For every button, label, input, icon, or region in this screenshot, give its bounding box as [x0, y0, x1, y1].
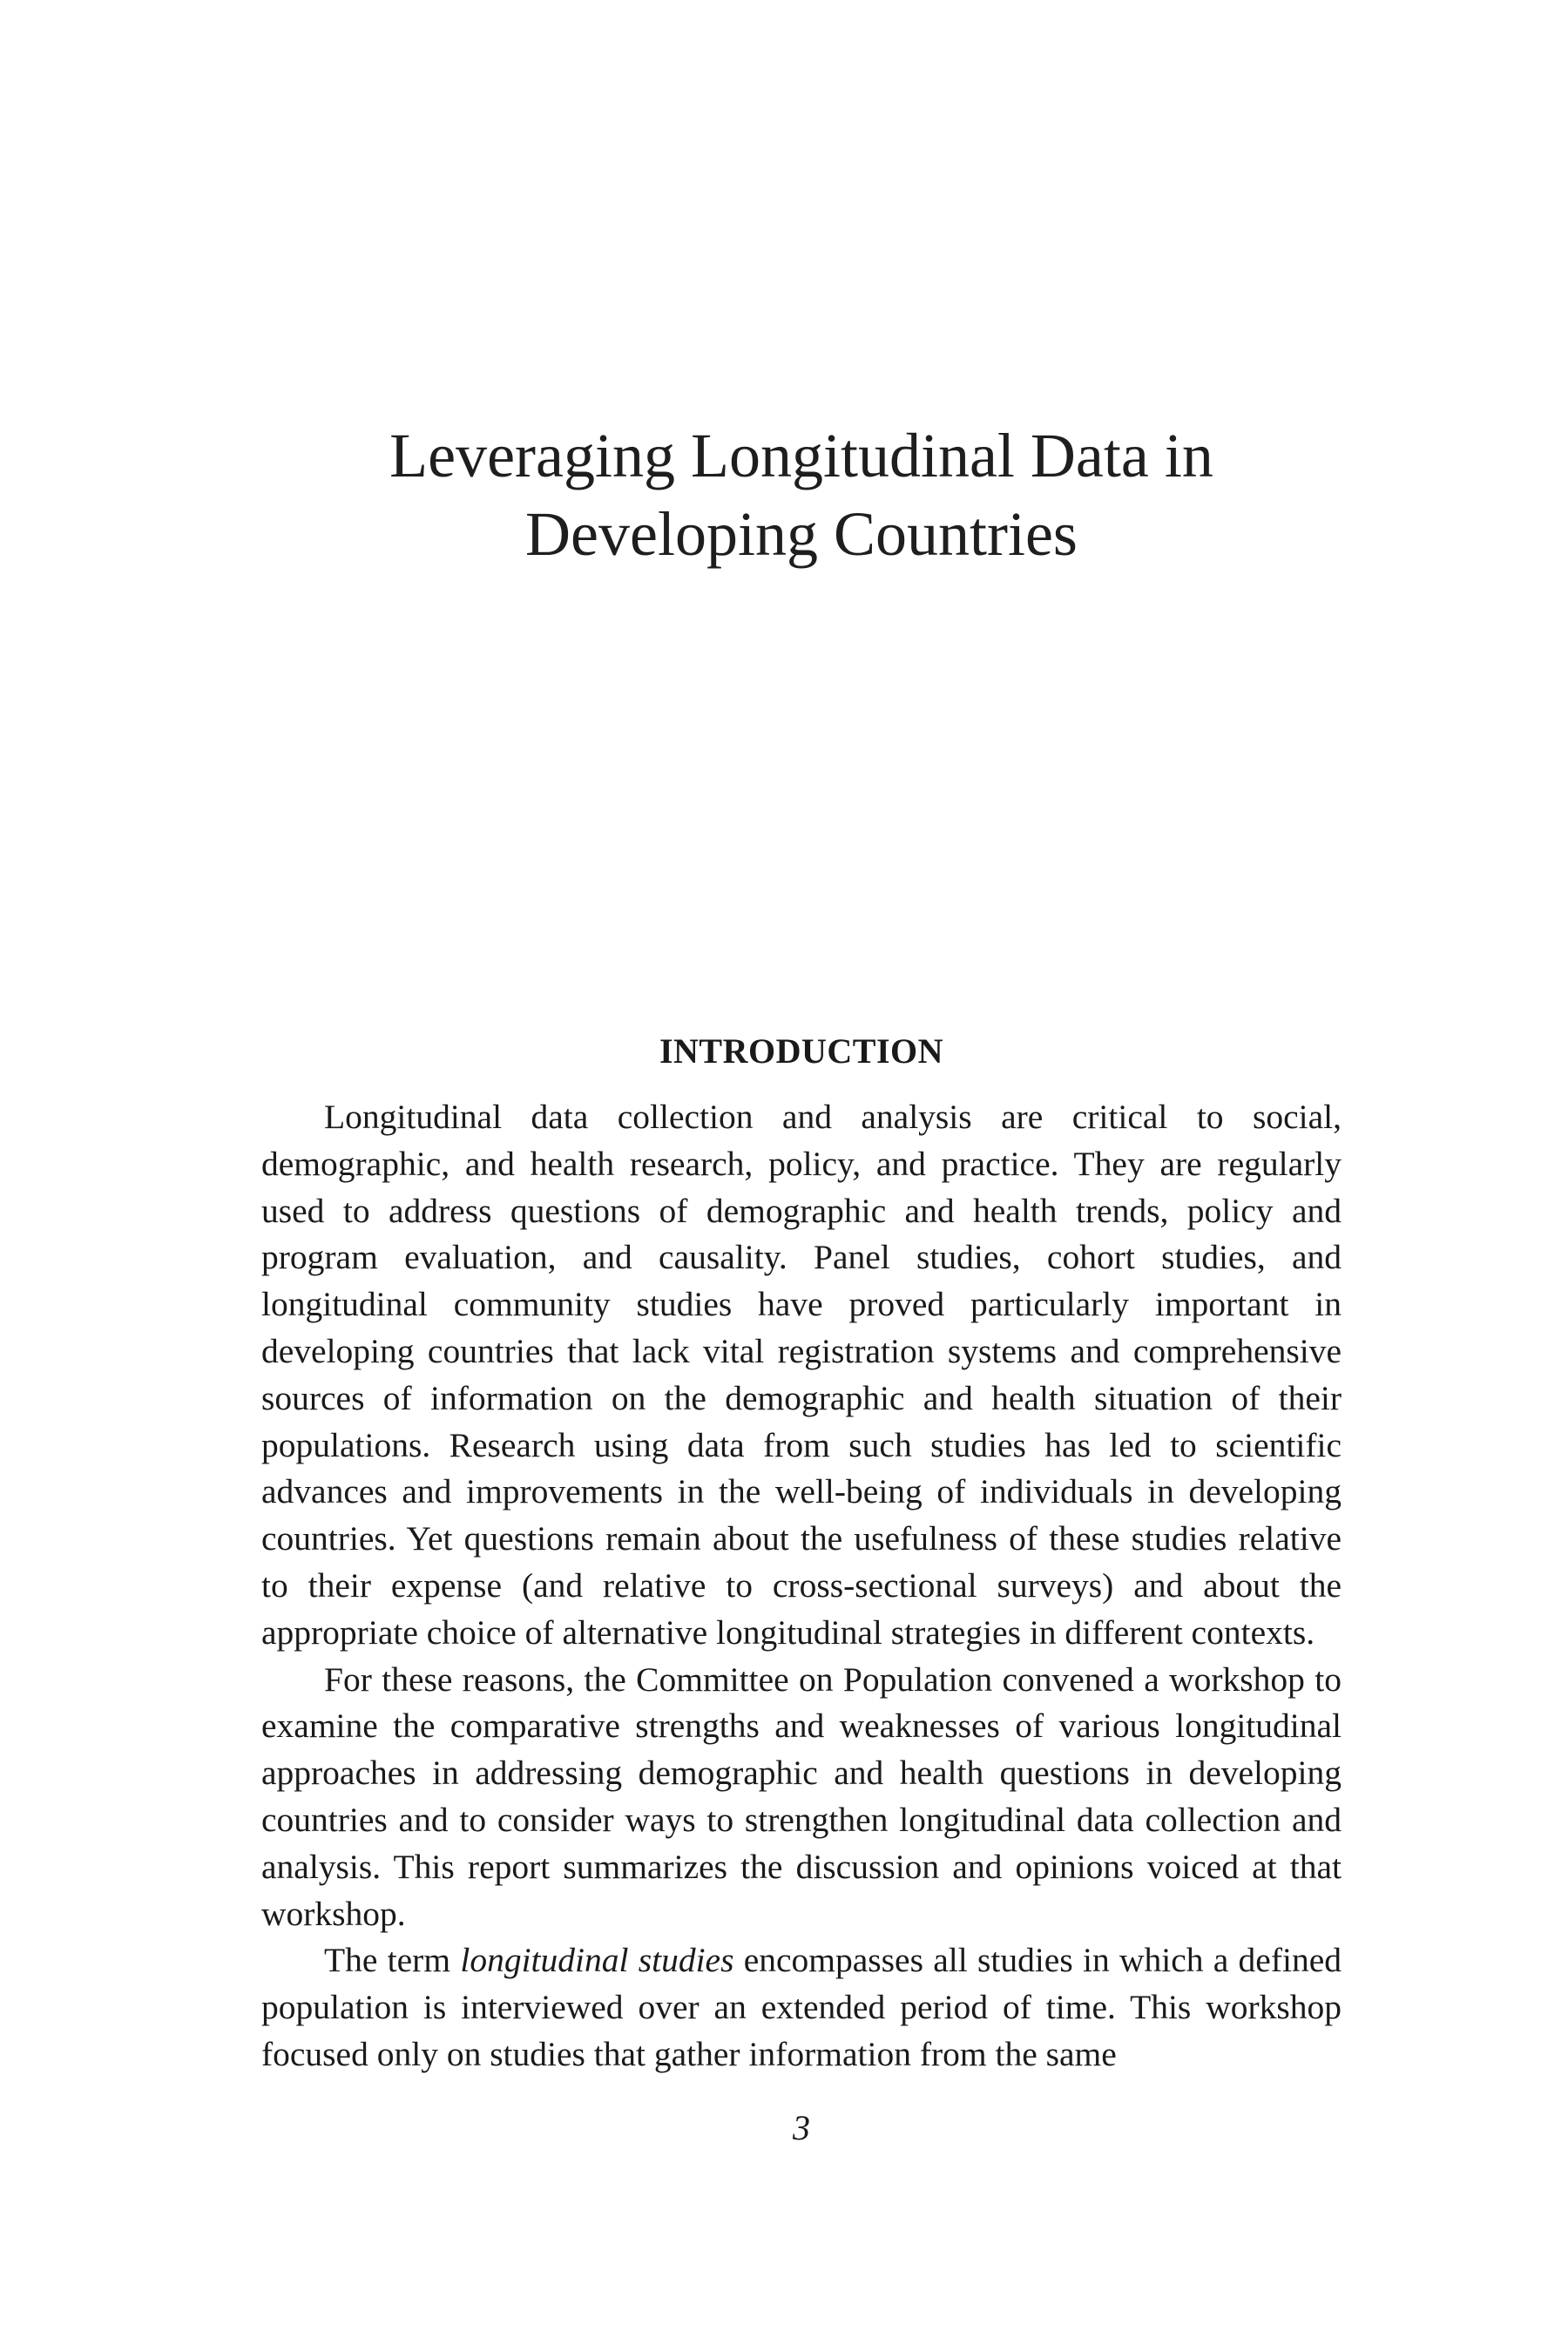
- body-text: [261, 1094, 1342, 2078]
- italic-term: longitudinal studies: [460, 1941, 734, 1980]
- chapter-title-line-2: Developing Countries: [525, 499, 1078, 569]
- paragraph-3: [261, 1937, 1342, 2078]
- section-heading: INTRODUCTION: [659, 1031, 944, 1071]
- chapter-title: [261, 416, 1342, 573]
- chapter-title-line-1: Leveraging Longitudinal Data in: [389, 421, 1213, 490]
- paragraph-3-lead: The term: [324, 1941, 461, 1980]
- page-number: 3: [793, 2108, 810, 2147]
- paragraph-2: For these reasons, the Committee on Population convened a workshop to examine the comparative strengths and weaknesses of various longitudinal approaches in addressing demographic and health questions in developing countries and to consider ways to strengthen longitudinal data collection and analysis. This report summarizes the discussion and opinions voiced at that workshop.: [261, 1659, 1342, 1933]
- paragraph-1: Longitudinal data collection and analysis are critical to social, demographic, and health research, policy, and practice. They are regularly used to address questions of demographic and health trends, policy and program evaluation, and causality. Panel studies, cohort studies, and longitudinal community studies have proved particularly important in developing countries that lack vital registration systems and comprehensive sources of information on the demographic and health situation of their populations. Research using data from such studies has led to scientific advances and improvements in the well-being of individuals in developing countries. Yet questions remain about the usefulness of these studies relative to their expense (and relative to cross-sectional surveys) and about the appropriate choice of alternative longitudinal strategies in different contexts.: [261, 1098, 1342, 1652]
- paragraph-3-rest: encompasses all studies in which a defined population is interviewed over an extended period of time. This workshop focused only on studies that gather information from the same: [261, 1941, 1342, 2073]
